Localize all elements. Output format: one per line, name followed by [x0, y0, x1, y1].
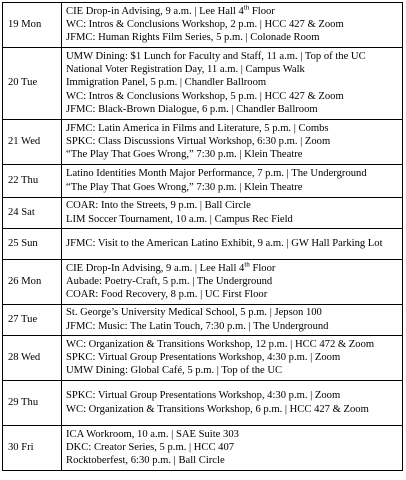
- event-text: Aubade: Poetry-Craft, 5 p.m. | The Underground: [66, 275, 273, 287]
- event-line: [66, 428, 399, 441]
- event-text: WC: Intros & Conclusions Workshop, 2 p.m. | HCC 427 & Zoom: [66, 18, 344, 30]
- event-line: [66, 389, 399, 402]
- event-line: [66, 90, 399, 103]
- calendar-row: [3, 165, 403, 198]
- ordinal-suffix: th: [243, 4, 250, 12]
- event-line: [66, 103, 399, 116]
- calendar-body: [3, 3, 403, 471]
- calendar-row: [3, 48, 403, 120]
- event-line: [66, 31, 399, 44]
- event-line: [66, 454, 399, 467]
- event-line: [66, 63, 399, 76]
- calendar-row: [3, 3, 403, 48]
- events-cell: [62, 198, 403, 229]
- event-text: “The Play That Goes Wrong,” 7:30 p.m. | Klein Theatre: [66, 149, 303, 161]
- date-cell: 22 Thu: [3, 165, 62, 198]
- date-cell: 25 Sun: [3, 229, 62, 260]
- event-line: [66, 237, 399, 250]
- event-line: [66, 306, 399, 319]
- events-cell: [62, 336, 403, 381]
- event-line: [66, 5, 399, 18]
- event-text: CIE Drop-in Advising, 9 a.m. | Lee Hall 4: [66, 5, 244, 17]
- calendar-row: [3, 336, 403, 381]
- event-text: National Voter Registration Day, 11 a.m. | Campus Walk: [66, 64, 305, 76]
- date-cell: 30 Fri: [3, 426, 62, 471]
- event-line: [66, 181, 399, 194]
- event-text: UMW Dining: Global Café, 5 p.m. | Top of the UC: [66, 365, 283, 377]
- event-text: JFMC: Latin America in Films and Literature, 5 p.m. | Combs: [66, 122, 329, 134]
- events-cell: [62, 426, 403, 471]
- event-text: LIM Soccer Tournament, 10 a.m. | Campus Rec Field: [66, 213, 293, 225]
- date-cell: 27 Tue: [3, 305, 62, 336]
- event-line: [66, 262, 399, 275]
- events-cell: [62, 165, 403, 198]
- calendar-row: [3, 381, 403, 426]
- event-text: COAR: Into the Streets, 9 p.m. | Ball Circle: [66, 200, 251, 212]
- event-text: CIE Drop-In Advising, 9 a.m. | Lee Hall 4: [66, 262, 245, 274]
- date-cell: 28 Wed: [3, 336, 62, 381]
- events-cell: [62, 120, 403, 165]
- event-text-tail: Floor: [249, 262, 276, 274]
- event-text: St. George’s University Medical School, 5 p.m. | Jepson 100: [66, 307, 322, 319]
- calendar-row: [3, 305, 403, 336]
- event-line: [66, 288, 399, 301]
- event-text: JFMC: Visit to the American Latino Exhibit, 9 a.m. | GW Hall Parking Lot: [66, 237, 383, 249]
- events-cell: [62, 3, 403, 48]
- event-text: WC: Intros & Conclusions Workshop, 5 p.m. | HCC 427 & Zoom: [66, 90, 344, 102]
- event-text-tail: Floor: [249, 5, 275, 17]
- events-cell: [62, 260, 403, 305]
- event-line: [66, 441, 399, 454]
- event-line: [66, 167, 399, 180]
- event-text: UMW Dining: $1 Lunch for Faculty and Staff, 11 a.m. | Top of the UC: [66, 50, 366, 62]
- event-text: WC: Organization & Transitions Workshop, 6 p.m. | HCC 427 & Zoom: [66, 403, 369, 415]
- event-text: WC: Organization & Transitions Workshop, 12 p.m. | HCC 472 & Zoom: [66, 338, 375, 350]
- event-text: SPKC: Virtual Group Presentations Workshop, 4:30 p.m. | Zoom: [66, 351, 341, 363]
- calendar-row: [3, 120, 403, 165]
- event-line: [66, 148, 399, 161]
- calendar-row: [3, 426, 403, 471]
- date-cell: 24 Sat: [3, 198, 62, 229]
- event-line: [66, 135, 399, 148]
- events-cell: [62, 48, 403, 120]
- event-line: [66, 403, 399, 416]
- date-cell: 21 Wed: [3, 120, 62, 165]
- event-text: SPKC: Virtual Group Presentations Workshop, 4:30 p.m. | Zoom: [66, 390, 341, 402]
- date-cell: 20 Tue: [3, 48, 62, 120]
- event-text: SPKC: Class Discussions Virtual Workshop, 6:30 p.m. | Zoom: [66, 135, 331, 147]
- date-cell: 26 Mon: [3, 260, 62, 305]
- event-text: ICA Workroom, 10 a.m. | SAE Suite 303: [66, 428, 239, 440]
- calendar-row: [3, 229, 403, 260]
- event-line: [66, 364, 399, 377]
- event-line: [66, 50, 399, 63]
- event-text: “The Play That Goes Wrong,” 7:30 p.m. | Klein Theatre: [66, 181, 303, 193]
- events-cell: [62, 229, 403, 260]
- calendar-row: [3, 260, 403, 305]
- event-line: [66, 199, 399, 212]
- event-text: Immigration Panel, 5 p.m. | Chandler Ballroom: [66, 77, 267, 89]
- event-line: [66, 213, 399, 226]
- event-line: [66, 18, 399, 31]
- event-line: [66, 76, 399, 89]
- event-text: DKC: Creator Series, 5 p.m. | HCC 407: [66, 441, 235, 453]
- event-text: Rocktoberfest, 6:30 p.m. | Ball Circle: [66, 455, 225, 467]
- event-text: JFMC: Black-Brown Dialogue, 6 p.m. | Chandler Ballroom: [66, 103, 318, 115]
- event-line: [66, 351, 399, 364]
- ordinal-suffix: th: [244, 261, 250, 269]
- event-line: [66, 122, 399, 135]
- events-cell: [62, 305, 403, 336]
- events-cell: [62, 381, 403, 426]
- event-text: Latino Identities Month Major Performance, 7 p.m. | The Underground: [66, 168, 367, 180]
- date-cell: 29 Thu: [3, 381, 62, 426]
- events-calendar-table: [2, 2, 403, 471]
- event-line: [66, 338, 399, 351]
- event-line: [66, 320, 399, 333]
- calendar-row: [3, 198, 403, 229]
- date-cell: 19 Mon: [3, 3, 62, 48]
- event-text: JFMC: Music: The Latin Touch, 7:30 p.m. | The Underground: [66, 320, 329, 332]
- event-text: COAR: Food Recovery, 8 p.m. | UC First Floor: [66, 289, 268, 301]
- event-text: JFMC: Human Rights Film Series, 5 p.m. | Colonade Room: [66, 32, 320, 44]
- event-line: [66, 275, 399, 288]
